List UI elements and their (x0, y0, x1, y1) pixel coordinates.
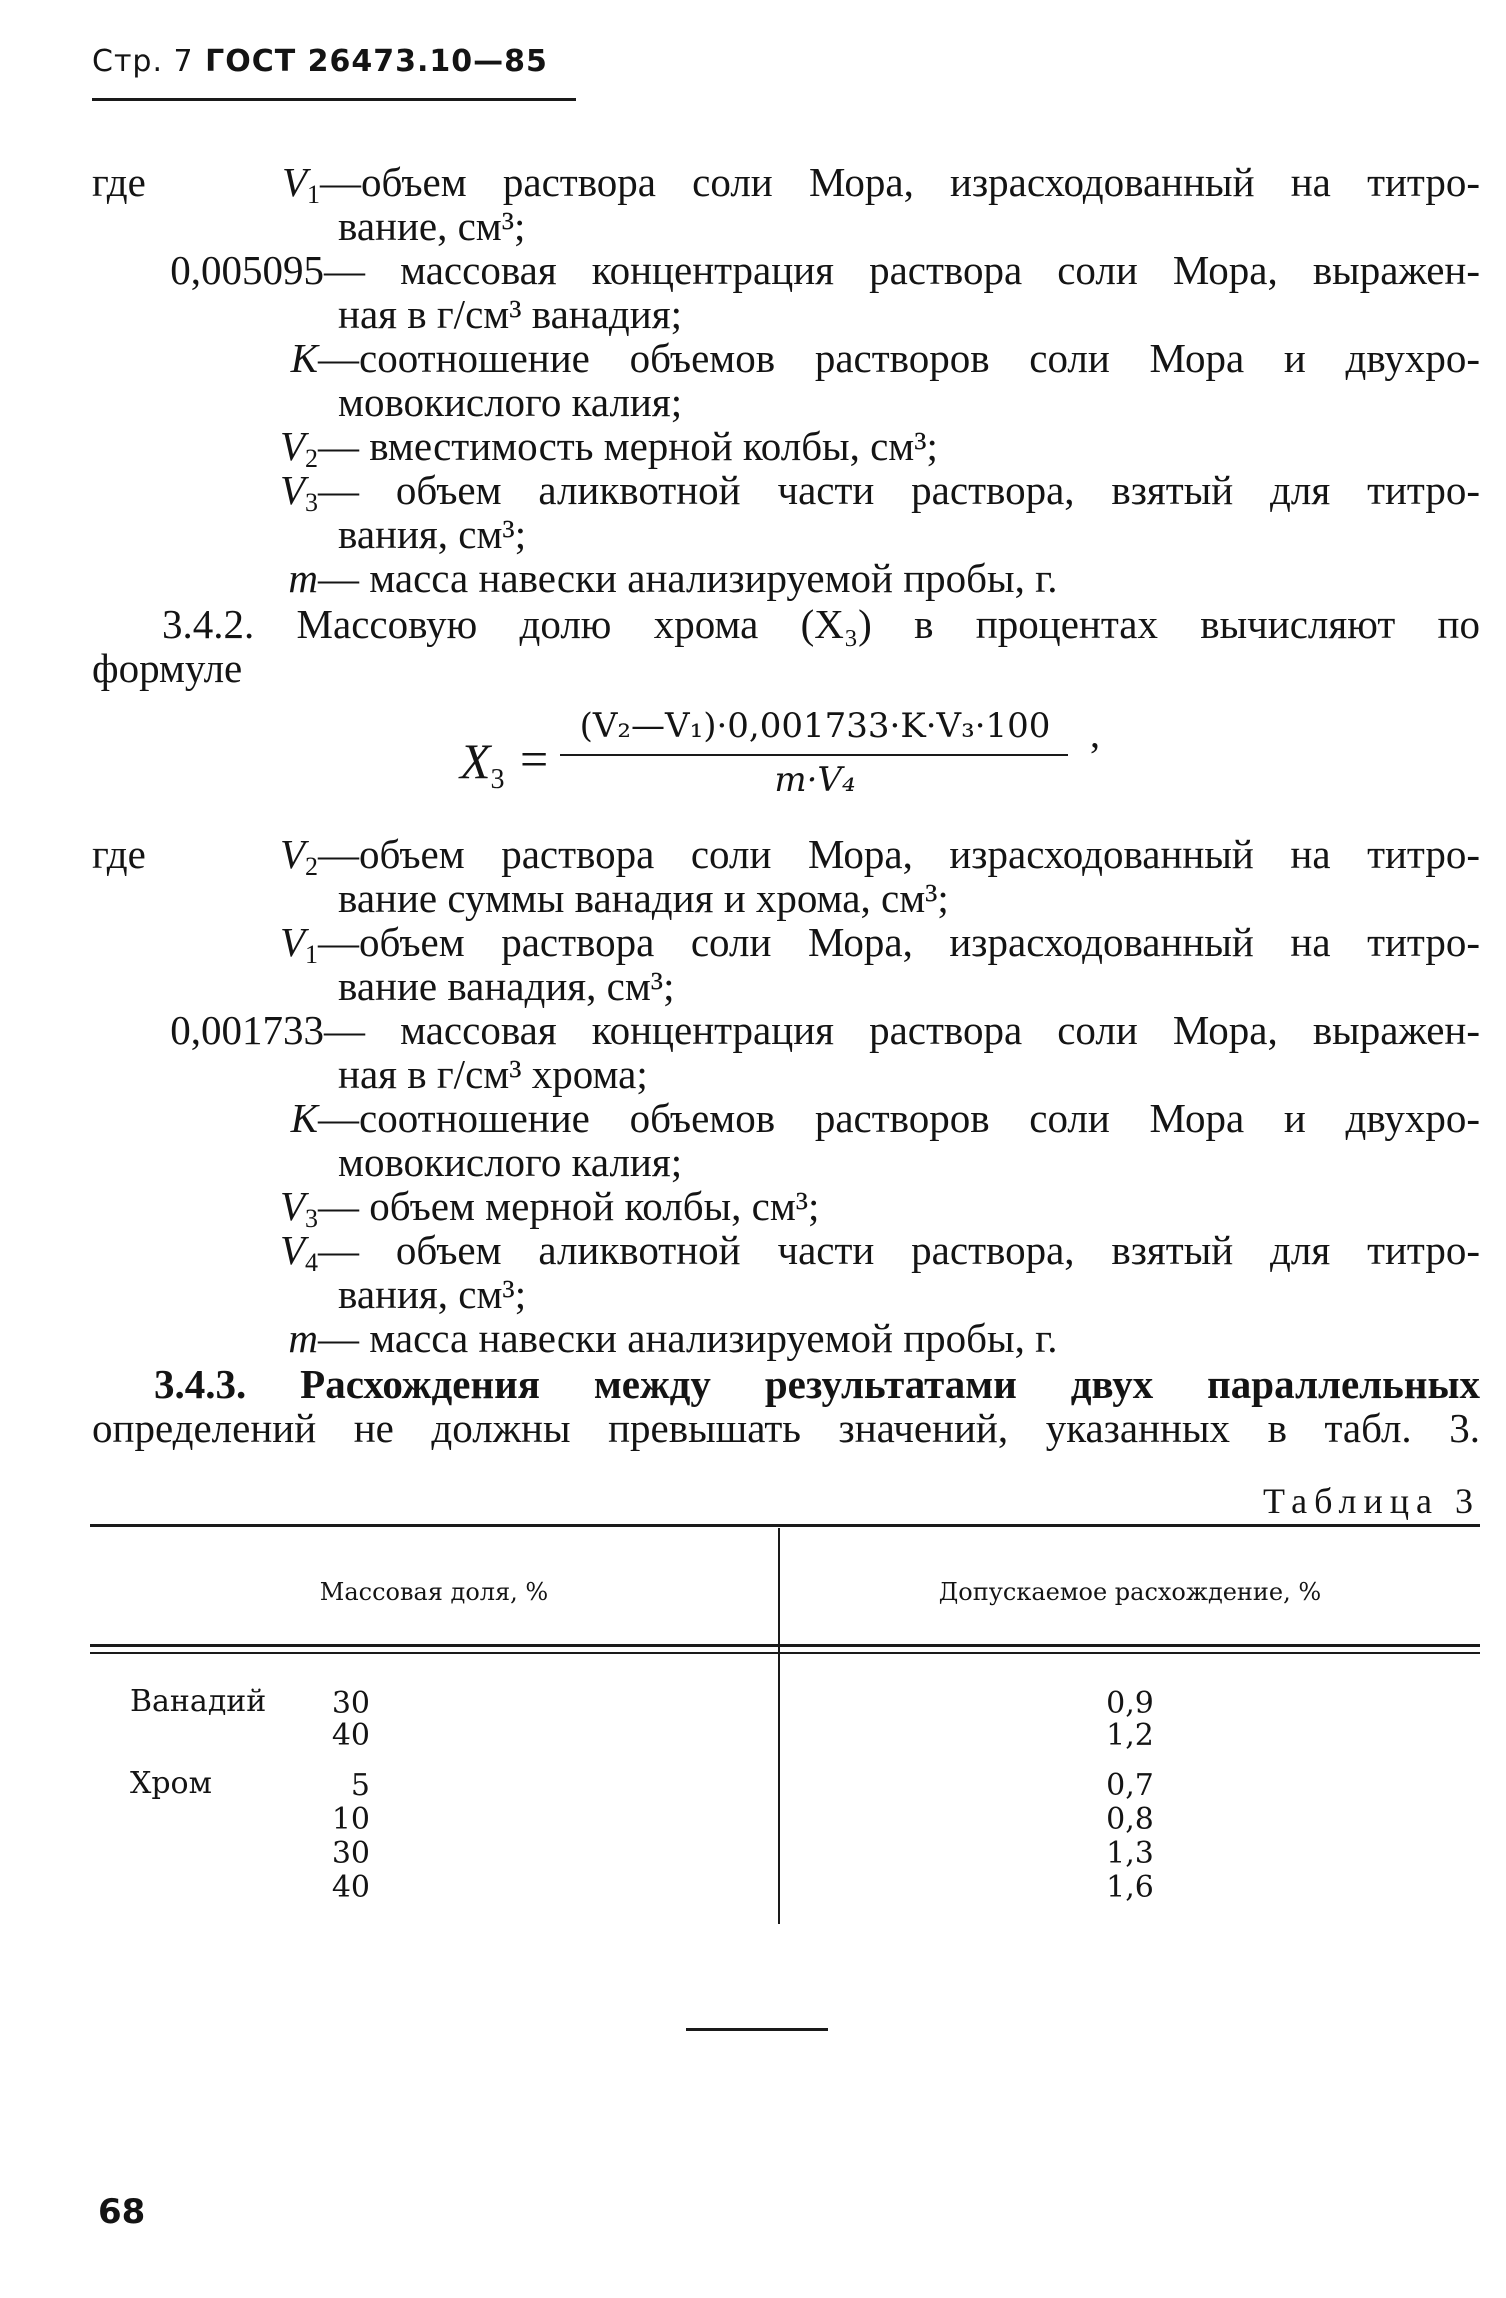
table-cell-tolerance: 1,2 (1106, 1718, 1154, 1753)
definition-line: вание ванадия, см³; (338, 963, 675, 1009)
element-label: Ванадий (130, 1684, 267, 1719)
element-label: Хром (130, 1766, 212, 1801)
standard-number: ГОСТ 26473.10—85 (205, 44, 548, 79)
page-number: 68 (98, 2192, 146, 2232)
table-cell-share: 10 (331, 1802, 370, 1837)
table-caption: Таблица 3 (1263, 1481, 1480, 1521)
definition-line: мовокислого калия; (338, 379, 683, 425)
formula-numerator: (V₂—V₁)·0,001733·K·V₃·100 (579, 706, 1051, 746)
section-3-4-3-cont: определений не должны превышать значений, указанных в табл. 3. (92, 1405, 1480, 1451)
definition-line: — объем аликвотной части раствора, взятый для титро- (318, 1227, 1480, 1273)
table-cell-tolerance: 1,3 (1106, 1836, 1154, 1871)
table-cell-share: 30 (331, 1686, 370, 1721)
section-3-4-2-cont: формуле (92, 645, 243, 691)
definition-line: — масса навески анализируемой пробы, г. (318, 555, 1058, 601)
column-header-share: Массовая доля, % (319, 1578, 549, 1606)
definition-line: вание, см³; (338, 203, 526, 249)
definition-line: вания, см³; (338, 511, 527, 557)
definition-line: ная в г/см³ хрома; (338, 1051, 648, 1097)
definition-line: — массовая концентрация раствора соли Мора, выражен- (324, 247, 1480, 293)
table-cell-tolerance: 1,6 (1106, 1870, 1154, 1905)
section-3-4-3: 3.4.3. Расхождения между результатами двух параллельных (154, 1361, 1480, 1407)
symbol-k: K (290, 1095, 318, 1141)
where-label: где (92, 159, 146, 205)
symbol-v2: $V_2$ (279, 423, 318, 473)
table-cell-tolerance: 0,9 (1106, 1686, 1154, 1721)
fraction-bar (560, 754, 1068, 756)
symbol-m: m (288, 555, 318, 601)
header-rule (92, 98, 576, 101)
symbol-constant: 0,005095 (170, 247, 324, 293)
table-cell-share: 40 (331, 1870, 370, 1905)
section-3-4-2: 3.4.2. Массовую долю хрома (X₃) в процентах вычисляют по (162, 601, 1480, 647)
formula-x3 (460, 706, 1100, 812)
end-rule (686, 2028, 828, 2031)
header-rule (90, 1644, 1480, 1647)
symbol-m: m (288, 1315, 318, 1361)
definition-line: мовокислого калия; (338, 1139, 683, 1185)
symbol-k: K (290, 335, 318, 381)
symbol-v1: $V_1$ (281, 159, 320, 209)
definition-line: —объем раствора соли Мора, израсходованный на титро- (320, 159, 1480, 205)
formula-lhs: $X_3$ (460, 733, 505, 795)
definition-line: — вместимость мерной колбы, см³; (318, 423, 938, 469)
table-cell-share: 40 (331, 1718, 370, 1753)
page-header (92, 44, 548, 79)
definition-line: ная в г/см³ ванадия; (338, 291, 682, 337)
symbol-v3: $V_3$ (279, 1183, 318, 1233)
page-label: Стр. 7 (92, 44, 194, 79)
definition-line: —объем раствора соли Мора, израсходованный на титро- (318, 831, 1480, 877)
symbol-v3: $V_3$ (279, 467, 318, 517)
table-cell-tolerance: 0,8 (1106, 1802, 1154, 1837)
symbol-v1: $V_1$ (279, 919, 318, 969)
table-cell-share: 5 (350, 1768, 370, 1803)
definition-line: — объем аликвотной части раствора, взятый для титро- (318, 467, 1480, 513)
where-label: где (92, 831, 146, 877)
formula-equals: = (520, 731, 549, 787)
symbol-constant: 0,001733 (170, 1007, 324, 1053)
definition-line: —соотношение объемов растворов соли Мора и двухро- (318, 335, 1480, 381)
formula-comma: , (1090, 711, 1100, 756)
tolerance-table (90, 1524, 1480, 1924)
column-header-tolerance: Допускаемое расхождение, % (938, 1578, 1322, 1606)
definition-line: —соотношение объемов растворов соли Мора и двухро- (318, 1095, 1480, 1141)
definition-line: — массовая концентрация раствора соли Мора, выражен- (324, 1007, 1480, 1053)
definition-line: —объем раствора соли Мора, израсходованный на титро- (318, 919, 1480, 965)
definition-line: — объем мерной колбы, см³; (318, 1183, 820, 1229)
table-cell-share: 30 (331, 1836, 370, 1871)
header-rule (90, 1652, 1480, 1654)
formula-denominator: m·V₄ (774, 760, 856, 800)
table-top-rule (90, 1524, 1480, 1527)
table-cell-tolerance: 0,7 (1106, 1768, 1154, 1803)
symbol-v4: $V_4$ (279, 1227, 318, 1277)
definition-line: вания, см³; (338, 1271, 527, 1317)
symbol-v2: $V_2$ (279, 831, 318, 881)
definition-line: вание суммы ванадия и хрома, см³; (338, 875, 949, 921)
definition-line: — масса навески анализируемой пробы, г. (318, 1315, 1058, 1361)
